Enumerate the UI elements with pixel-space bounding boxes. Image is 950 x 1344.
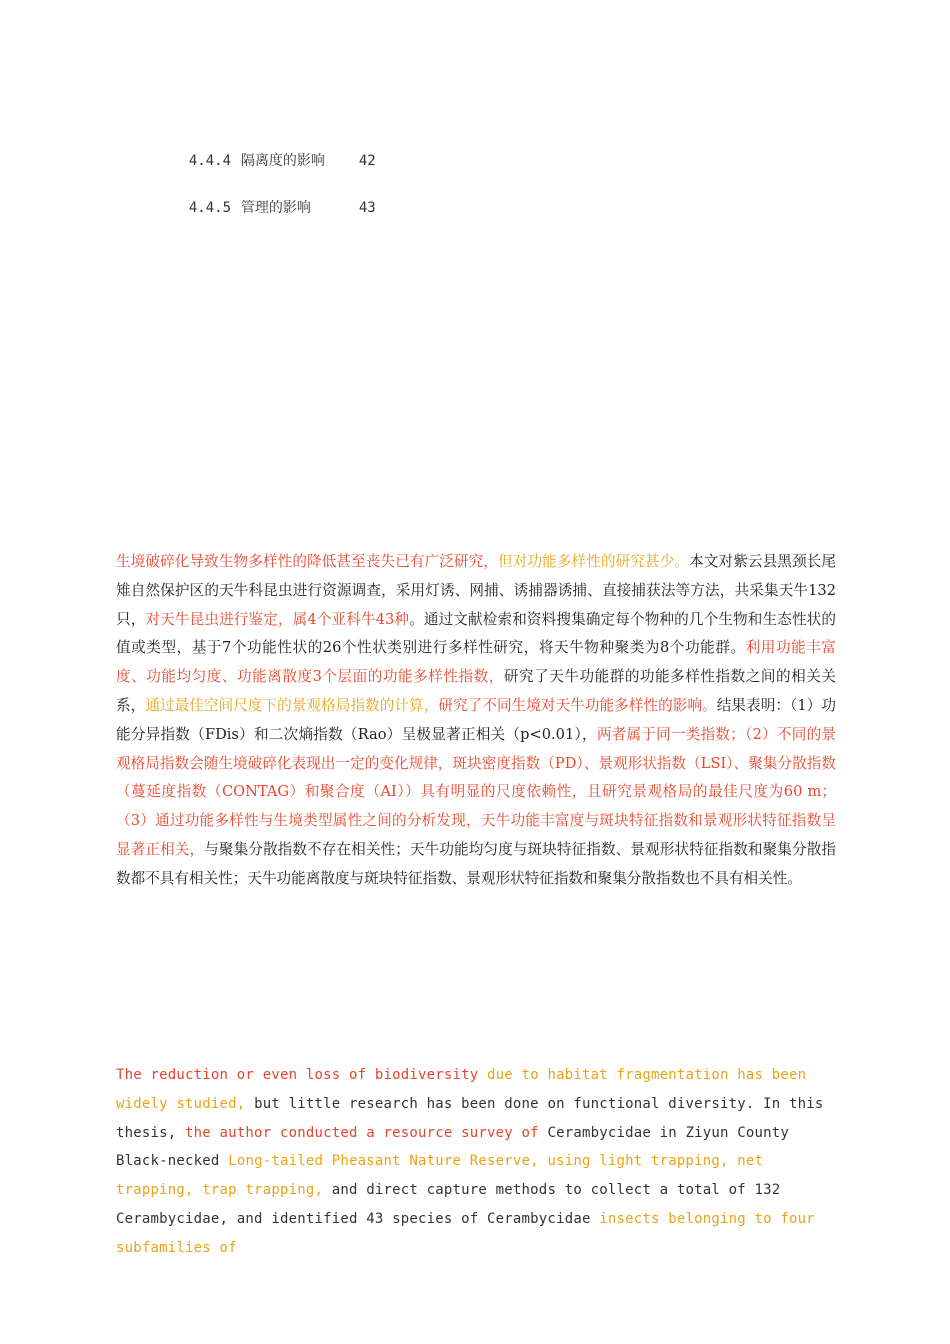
abstract-segment: insects belonging to four subfamilies of xyxy=(116,1210,815,1256)
toc-number: 4.4.5 xyxy=(188,200,232,216)
abstract-segment: but little research has been done on functional diversity. In this thesis, xyxy=(116,1095,824,1141)
abstract-segment: 两者属于同一类指数；（2）不同的景观格局指数会随生境破碎化表现出一定的变化规律，斑块密度指数（PD）、景观形状指数（LSI）、聚集分散指数（蔓延度指数（CONTAG）和聚合度（AI））具有明显的尺度依赖性，且研究景观格局的最佳尺度为60 m；（3）通过功能多样性与生境类型属性之间的分析发现，天牛功能丰富度与斑块特征指数和景观形状特征指数呈显著正相关， xyxy=(116,725,836,858)
abstract-segment: Long-tailed Pheasant Nature Reserve, using light trapping, net trapping, trap trapping, xyxy=(116,1153,764,1199)
toc-entry-4-4-5[interactable] xyxy=(172,181,376,217)
abstract-segment: due to habitat fragmentation has been widely studied, xyxy=(116,1067,807,1112)
abstract-segment: Cerambycidae in Ziyun County Black-necked xyxy=(116,1124,790,1170)
abstract-segment: 研究了不同生境对天牛功能多样性的影响。 xyxy=(438,696,717,714)
abstract-segment: the author conducted a resource survey of xyxy=(185,1124,539,1141)
abstract-segment: 但对功能多样性的研究甚少。 xyxy=(498,553,690,570)
english-abstract xyxy=(116,1061,836,1263)
abstract-segment: 对天牛昆虫进行鉴定，属4个亚科牛43种 xyxy=(145,610,410,628)
abstract-segment: 本文对紫云县黑颈长尾雉自然保护区的天牛科昆虫进行资源调查，采用灯诱、网捕、诱捕器诱捕、直接捕获法等方法，共采集天牛132只， xyxy=(116,553,836,628)
toc-entry-4-4-4[interactable] xyxy=(172,134,376,170)
abstract-segment: The reduction or even loss of biodiversity xyxy=(116,1067,488,1083)
toc-number: 4.4.4 xyxy=(188,153,232,169)
toc-page-number: 42 xyxy=(358,153,376,169)
abstract-segment: 生境破碎化导致生物多样性的降低甚至丧失已有广泛研究， xyxy=(116,553,499,570)
abstract-segment: 与聚集分散指数不存在相关性；天牛功能均匀度与斑块特征指数、景观形状特征指数和聚集分散指数都不具有相关性；天牛功能离散度与斑块特征指数、景观形状特征指数和聚集分散指数也不具有相关性。 xyxy=(116,840,836,887)
abstract-segment: 利用功能丰富度、功能均匀度、功能离散度3个层面的功能多样性指数， xyxy=(116,639,836,686)
abstract-segment: 研究了天牛功能群的功能多样性指数之间的相关关系， xyxy=(116,668,836,714)
toc-title: 管理的影响 xyxy=(240,200,311,216)
abstract-segment: and direct capture methods to collect a total of 132 Cerambycidae, and identified 43 species of Cerambycidae xyxy=(116,1182,781,1227)
abstract-segment: 结果表明：（1）功能分异指数（FDis）和二次熵指数（Rao）呈极显著正相关（p<0.01）， xyxy=(116,696,836,743)
abstract-segment: 。通过文献检索和资料搜集确定每个物种的几个生物和生态性状的值或类型，基于7个功能性状的26个性状类别进行多样性研究，将天牛物种聚类为8个功能群。 xyxy=(116,610,836,657)
toc-title: 隔离度的影响 xyxy=(240,153,325,169)
abstract-segment: 通过最佳空间尺度下的景观格局指数的计算， xyxy=(145,696,439,714)
toc-page-number: 43 xyxy=(358,200,376,216)
chinese-abstract xyxy=(116,548,836,894)
